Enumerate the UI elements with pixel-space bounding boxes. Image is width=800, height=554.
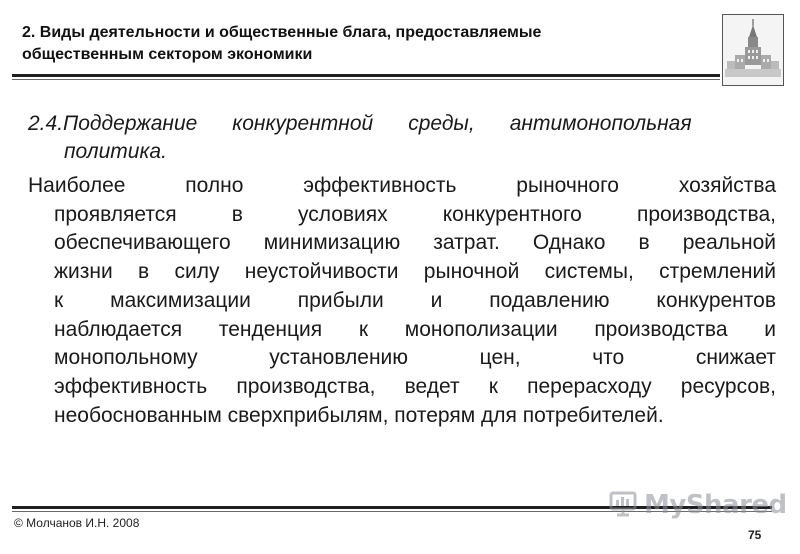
section-heading [28, 110, 776, 166]
paragraph-line: Наиболее полно эффективность рыночного хозяйства [28, 174, 776, 197]
watermark-text: MyShared [644, 490, 787, 520]
myshared-watermark [608, 488, 787, 522]
paragraph-line: эффективность производства, ведет к перерасходу ресурсов, [54, 374, 776, 398]
paragraph-line: обеспечивающего минимизацию затрат. Однако в реальной [54, 231, 776, 255]
paragraph-line: монопольному установлению цен, что снижает [54, 346, 776, 370]
header-title-line-2: общественным сектором экономики [22, 46, 313, 63]
page-number: 75 [748, 528, 762, 542]
paragraph-line: наблюдается тенденция к монополизации производства и [54, 317, 776, 341]
university-building-icon [722, 14, 784, 86]
myshared-logo-icon [608, 488, 638, 523]
copyright-text: © Молчанов И.Н. 2008 [14, 516, 140, 530]
section-heading-line-1: 2.4.Поддержание конкурентной среды, антимонопольная [28, 112, 692, 135]
header-divider-thin [12, 79, 720, 80]
paragraph-line: жизни в силу неустойчивости рыночной системы, стремлений [54, 260, 776, 284]
section-heading-line-2: политика. [64, 140, 167, 163]
paragraph-line: необоснованным сверхприбылям, потерям для потребителей. [54, 403, 664, 427]
paragraph-line: к максимизации прибыли и подавлению конкурентов [54, 288, 776, 312]
header-title-line-1: 2. Виды деятельности и общественные блага, предоставляемые [22, 24, 542, 41]
body-paragraph [28, 172, 776, 430]
slide-header-title [22, 22, 682, 66]
header-divider-thick [12, 74, 720, 77]
paragraph-line: проявляется в условиях конкурентного производства, [54, 202, 776, 226]
